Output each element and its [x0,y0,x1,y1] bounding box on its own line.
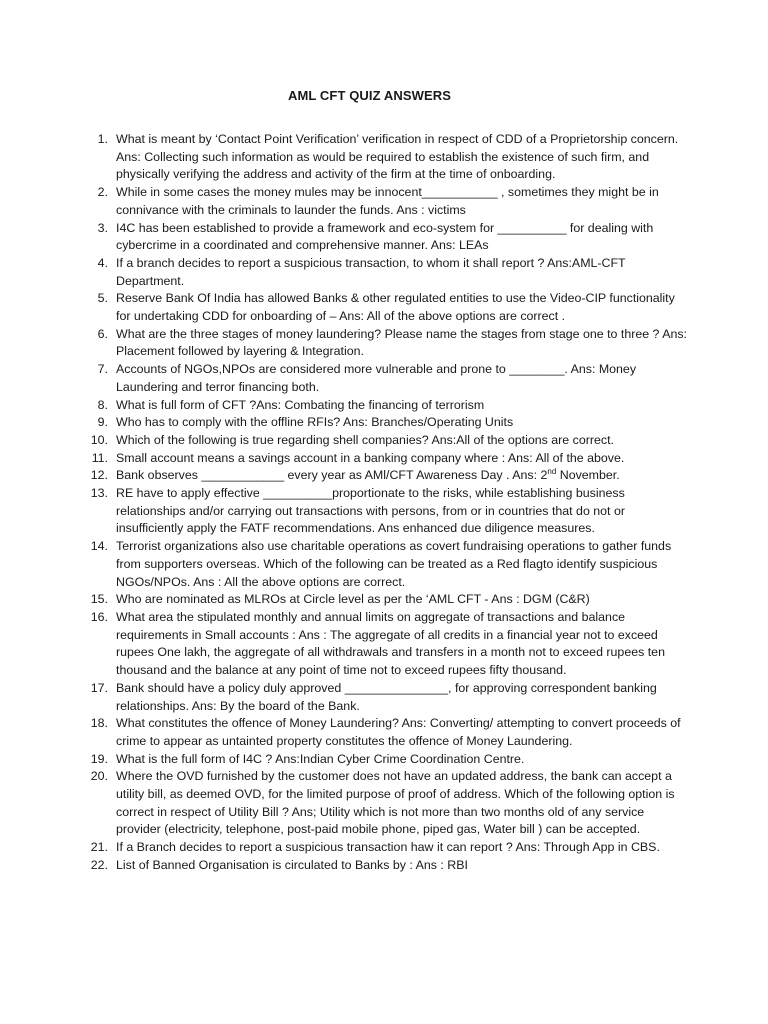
item-text [116,255,688,290]
qa-list [78,131,688,875]
item-number: 16. [90,609,108,624]
item-number: 9. [97,415,108,430]
item-text [116,857,688,875]
item-question-answer: What is the full form of I4C ? Ans:Indian Cyber Crime Coordination Centre. [116,751,525,766]
list-item [78,751,688,769]
item-number: 2. [97,185,108,200]
item-question-answer: What are the three stages of money laundering? Please name the stages from stage one to three ? Ans: Placement followed by layering & Integration. [116,326,688,359]
item-question-answer: I4C has been established to provide a framework and eco-system for __________ for dealing with cybercrime in a coordinated and comprehensive manner. Ans: LEAs [116,220,654,253]
list-item [78,680,688,715]
ordinal-suffix: nd [547,467,557,477]
item-question-answer: Who has to comply with the offline RFIs? Ans: Branches/Operating Units [116,415,514,430]
item-text [116,432,688,450]
document-title: AML CFT QUIZ ANSWERS [288,88,452,103]
item-number: 1. [97,132,108,146]
list-item [78,839,688,857]
item-question-answer: Reserve Bank Of India has allowed Banks & other regulated entities to use the Video-CIP functionality for undertaking CDD for onboarding of – Ans: All of the above options are correct . [116,291,675,324]
item-question-answer: What is full form of CFT ?Ans: Combating the financing of terrorism [116,397,485,412]
item-question-answer: Which of the following is true regarding shell companies? Ans:All of the options are correct. [116,432,614,447]
item-question-answer: Accounts of NGOs,NPOs are considered more vulnerable and prone to ________. Ans: Money Laundering and terror financing both. [116,362,637,394]
list-item [78,538,688,591]
item-question-answer: What constitutes the offence of Money Laundering? Ans: Converting/ attempting to convert proceeds of crime to appear as untainted property constitutes the offence of Money Laundering. [116,716,681,748]
item-text-continued: November. [556,468,620,483]
list-item [78,715,688,750]
item-number: 18. [90,716,108,731]
item-number: 13. [90,486,108,501]
item-number: 14. [90,539,108,554]
item-number: 6. [97,326,108,341]
item-text [116,751,688,769]
item-text [116,485,688,538]
item-question-answer: Terrorist organizations also use charitable operations as covert fundraising operations to gather funds from supporters overseas. Which of the following can be treated as a Red flagto identify suspicious NGOs/NPOs. Ans : All the above options are correct. [116,539,672,589]
list-item [78,131,688,184]
item-text [116,839,688,857]
item-text [116,361,688,396]
list-item [78,220,688,255]
list-item [78,290,688,325]
list-item [78,432,688,450]
item-text [116,680,688,715]
list-item [78,361,688,396]
item-text [116,290,688,325]
item-text [116,715,688,750]
item-text [116,397,688,415]
item-number: 22. [90,857,108,872]
item-number: 17. [90,680,108,695]
item-question-answer: RE have to apply effective __________proportionate to the risks, while establishing business relationships and/or carrying out transactions with persons, from or in countries that do not or insufficiently apply the FATF recommendations. Ans enhanced due diligence measures. [116,486,625,536]
list-item [78,326,688,361]
item-number: 5. [97,291,108,306]
list-item [78,467,688,485]
item-question-answer: Bank should have a policy duly approved _______________, for approving correspondent banking relationships. Ans: By the board of the Bank. [116,680,657,713]
item-number: 15. [90,592,108,607]
item-question-answer: Who are nominated as MLROs at Circle level as per the ‘AML CFT - Ans : DGM (C&R) [116,592,590,607]
item-number: 20. [90,769,108,784]
item-question-answer: List of Banned Organisation is circulated to Banks by : Ans : RBI [116,857,468,872]
item-text [116,326,688,361]
item-text [116,538,688,591]
item-question-answer: Small account means a savings account in a banking company where : Ans: All of the above. [116,450,625,465]
item-text [116,184,688,219]
list-item [78,857,688,875]
list-item [78,768,688,839]
item-text [116,591,688,609]
list-item [78,485,688,538]
item-question-answer: Where the OVD furnished by the customer does not have an updated address, the bank can accept a utility bill, as deemed OVD, for the limited purpose of proof of address. Which of the following option is correct in respect of Utility Bill ? Ans; Utility which is not more than two months old of any service provider (electricity, telephone, post-paid mobile phone, piped gas, Water bill ) can be accepted. [116,769,675,837]
list-item [78,450,688,468]
item-number: 4. [97,255,108,270]
item-number: 3. [97,220,108,235]
list-item [78,255,688,290]
item-number: 8. [97,397,108,412]
item-question-answer: If a branch decides to report a suspicious transaction, to whom it shall report ? Ans:AML-CFT Department. [116,255,626,288]
item-question-answer: While in some cases the money mules may be innocent___________ , sometimes they might be in connivance with the criminals to launder the funds. Ans : victims [116,185,659,217]
item-number: 19. [90,751,108,766]
item-number: 10. [90,432,108,447]
item-text [116,467,688,485]
item-question-answer: Bank observes ____________ every year as AMl/CFT Awareness Day . Ans: 2 [116,468,548,483]
item-text [116,414,688,432]
item-text [116,609,688,680]
item-text [116,768,688,839]
item-number: 7. [97,362,108,377]
item-number: 11. [91,450,108,465]
list-item [78,184,688,219]
list-item [78,609,688,680]
list-item [78,397,688,415]
item-question-answer: If a Branch decides to report a suspicious transaction haw it can report ? Ans: Through App in CBS. [116,840,660,855]
list-item [78,591,688,609]
item-text [116,220,688,255]
item-number: 21. [90,840,108,855]
list-item [78,414,688,432]
item-question-answer: What area the stipulated monthly and annual limits on aggregate of transactions and balance requirements in Small accounts : Ans : The aggregate of all credits in a financial year not to exceed rupees One lakh, the aggregate of all withdrawals and transfers in a month not to exceed rupees ten thousand and the balance at any point of time not to exceed rupees fifty thousand. [116,609,665,678]
item-text [116,450,688,468]
item-text [116,131,688,184]
item-question-answer: What is meant by ‘Contact Point Verification’ verification in respect of CDD of a Proprietorship concern. Ans: Collecting such information as would be required to establish the existence of such firm, and physically verifying the address and activity of the firm at the time of onboarding. [116,132,679,182]
item-number: 12. [90,468,108,483]
